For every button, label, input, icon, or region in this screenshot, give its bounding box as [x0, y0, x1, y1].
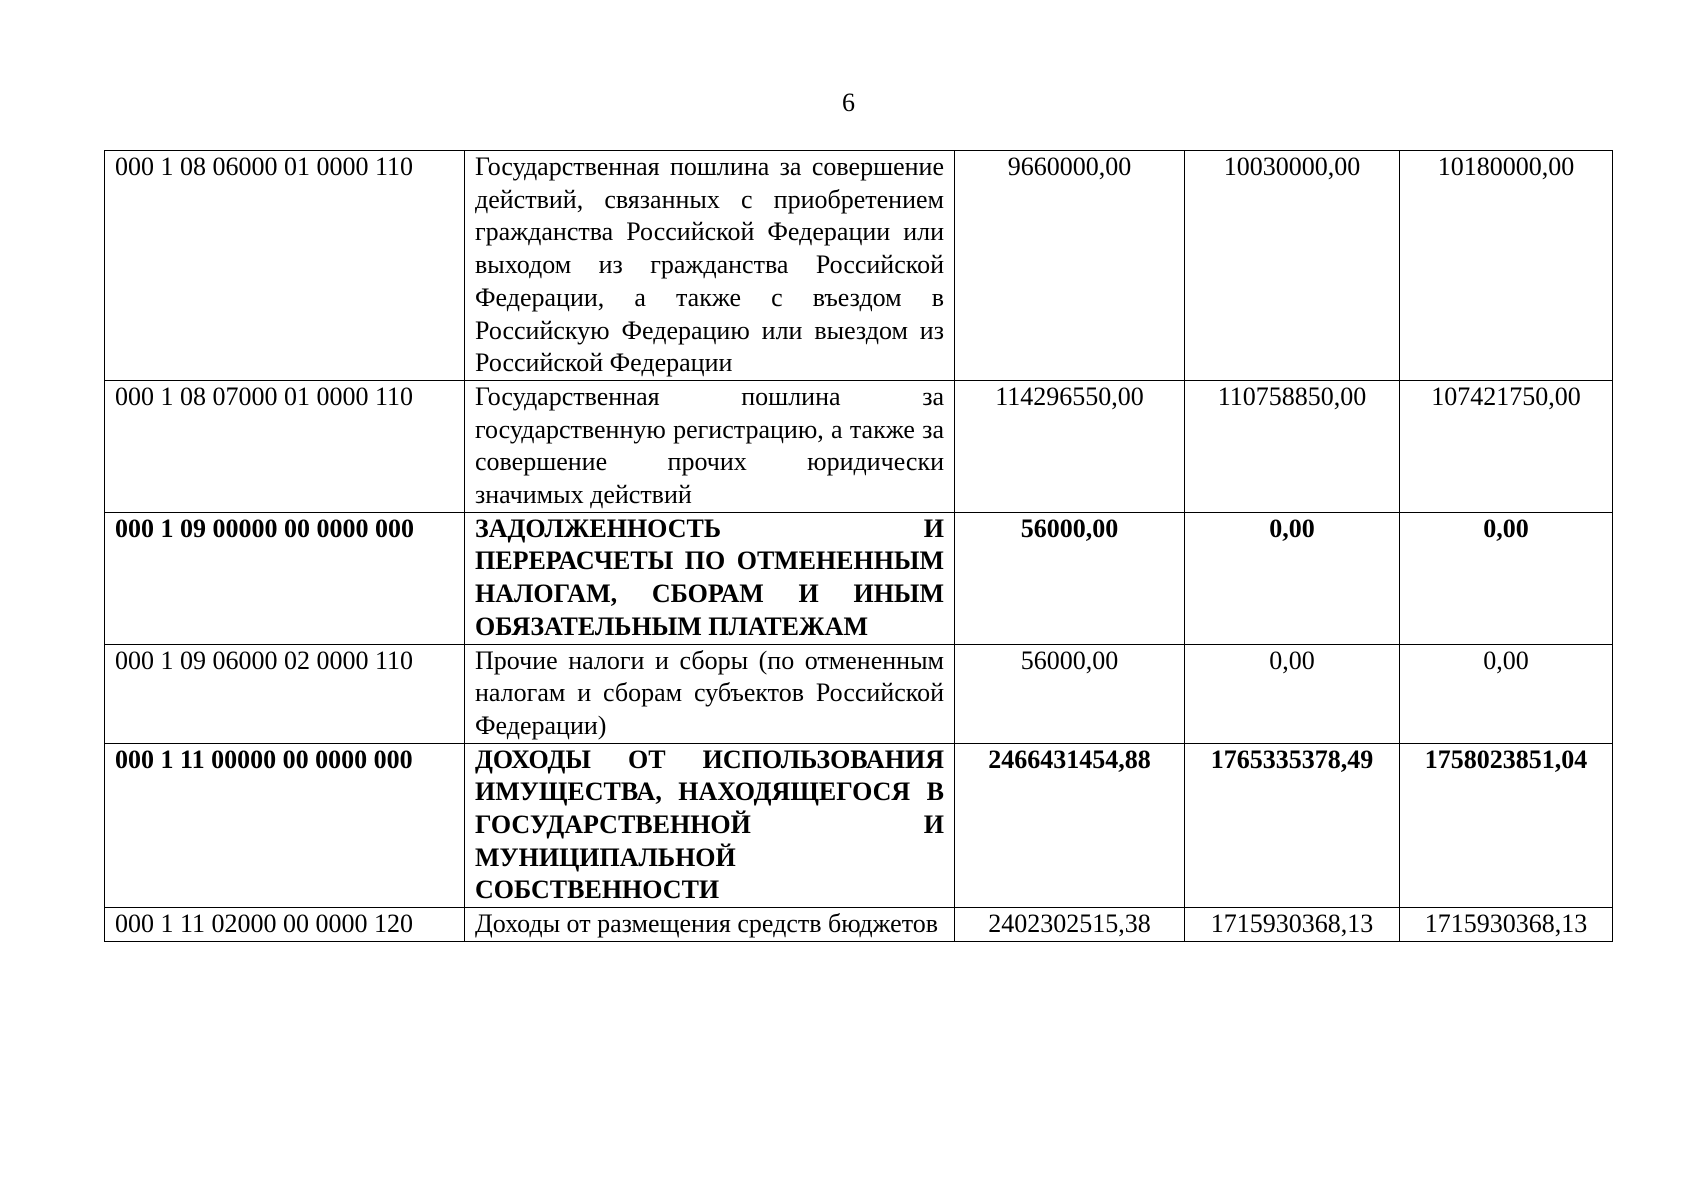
value-year-3-cell: 0,00	[1400, 512, 1613, 644]
value-year-3-cell: 107421750,00	[1400, 380, 1613, 512]
revenue-name-cell: Доходы от размещения средств бюджетов	[465, 908, 955, 942]
value-year-1-cell: 9660000,00	[955, 151, 1185, 381]
value-year-2-cell: 1765335378,49	[1185, 743, 1400, 908]
table-row	[105, 151, 1613, 381]
value-year-1-cell: 56000,00	[955, 512, 1185, 644]
table-row	[105, 908, 1613, 942]
value-year-2-cell: 0,00	[1185, 512, 1400, 644]
value-year-1-cell: 114296550,00	[955, 380, 1185, 512]
revenue-table	[104, 150, 1613, 942]
budget-code-cell: 000 1 09 06000 02 0000 110	[105, 644, 465, 743]
table-row-section	[105, 512, 1613, 644]
budget-code-cell: 000 1 09 00000 00 0000 000	[105, 512, 465, 644]
revenue-name-cell: ЗАДОЛЖЕННОСТЬ И ПЕРЕРАСЧЕТЫ ПО ОТМЕНЕННЫМ НАЛОГАМ, СБОРАМ И ИНЫМ ОБЯЗАТЕЛЬНЫМ ПЛАТЕЖАМ	[465, 512, 955, 644]
revenue-name-cell: ДОХОДЫ ОТ ИСПОЛЬЗОВАНИЯ ИМУЩЕСТВА, НАХОДЯЩЕГОСЯ В ГОСУДАРСТВЕННОЙ И МУНИЦИПАЛЬНОЙ СОБСТВЕННОСТИ	[465, 743, 955, 908]
value-year-1-cell: 2466431454,88	[955, 743, 1185, 908]
value-year-3-cell: 1758023851,04	[1400, 743, 1613, 908]
value-year-3-cell: 0,00	[1400, 644, 1613, 743]
value-year-2-cell: 0,00	[1185, 644, 1400, 743]
value-year-2-cell: 1715930368,13	[1185, 908, 1400, 942]
page-number: 6	[842, 88, 855, 117]
table-row-section	[105, 743, 1613, 908]
value-year-3-cell: 10180000,00	[1400, 151, 1613, 381]
value-year-1-cell: 56000,00	[955, 644, 1185, 743]
budget-code-cell: 000 1 11 00000 00 0000 000	[105, 743, 465, 908]
revenue-name-cell: Прочие налоги и сборы (по отмененным налогам и сборам субъектов Российской Федерации)	[465, 644, 955, 743]
revenue-name-cell: Государственная пошлина за государственную регистрацию, а также за совершение прочих юридически значимых действий	[465, 380, 955, 512]
budget-code-cell: 000 1 11 02000 00 0000 120	[105, 908, 465, 942]
revenue-name-cell: Государственная пошлина за совершение действий, связанных с приобретением гражданства Российской Федерации или выходом из гражданства Российской Федерации, а также с въездом в Российскую Федерацию или выездом из Российской Федерации	[465, 151, 955, 381]
value-year-2-cell: 10030000,00	[1185, 151, 1400, 381]
value-year-3-cell: 1715930368,13	[1400, 908, 1613, 942]
budget-code-cell: 000 1 08 07000 01 0000 110	[105, 380, 465, 512]
value-year-1-cell: 2402302515,38	[955, 908, 1185, 942]
budget-code-cell: 000 1 08 06000 01 0000 110	[105, 151, 465, 381]
value-year-2-cell: 110758850,00	[1185, 380, 1400, 512]
table-row	[105, 380, 1613, 512]
table-row	[105, 644, 1613, 743]
